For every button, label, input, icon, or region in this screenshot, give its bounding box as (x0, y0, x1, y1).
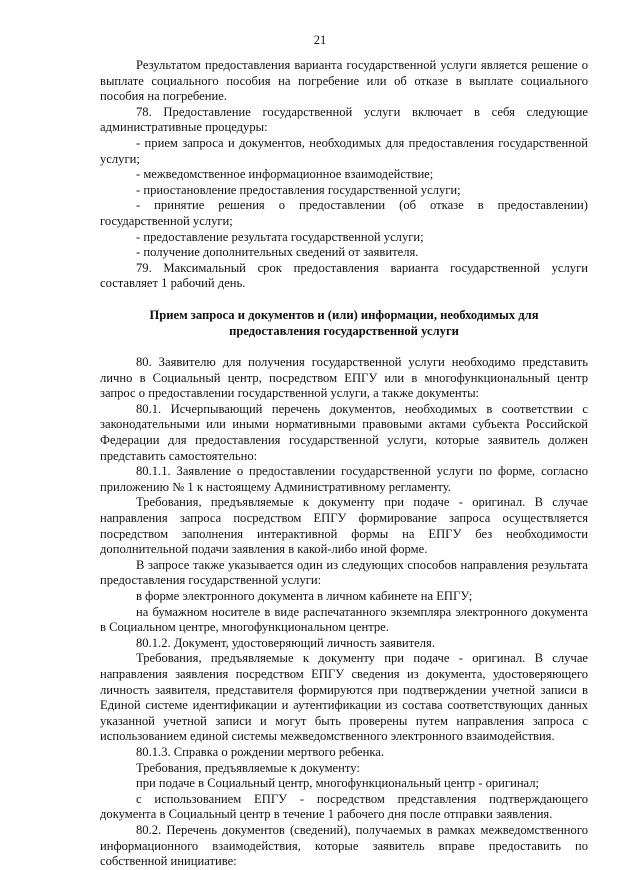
paragraph-doc-requirements: Требования, предъявляемые к документу: (136, 760, 360, 775)
list-item: - получение дополнительных сведений от заявителя. (136, 245, 419, 260)
paragraph-80-2: 80.2. Перечень документов (сведений), получаемых в рамках межведомственного информационного взаимодействия, которые заявитель вправе предоставить по собственной инициативе: (100, 822, 588, 869)
paragraph-result-method: В запросе также указывается один из следующих способов направления результата предоставления государственной услуги: (100, 557, 588, 588)
paragraph-80-1-2: 80.1.2. Документ, удостоверяющий личность заявителя. (136, 635, 435, 650)
paragraph-requirements: Требования, предъявляемые к документу при подаче - оригинал. В случае направления запроса посредством ЕПГУ формирование запроса осуществляется посредством заполнения интерактивной формы на ЕПГУ без необходимости дополнительной подачи заявления в какой-либо иной форме. (100, 495, 588, 557)
paragraph-in-person: при подаче в Социальный центр, многофункциональный центр - оригинал; (136, 776, 540, 791)
paragraph-id-requirements: Требования, предъявляемые к документу при подаче - оригинал. В случае направления заявления посредством ЕПГУ сведения из документа, удостоверяющего личность заявителя, представителя формируются при подтверждении учетной записи в Единой системе идентификации и аутентификации из состава соответствующих данных указанной учетной записи и могут быть проверены путем направления запроса с использованием единой системы межведомственного электронного взаимодействия. (100, 651, 588, 744)
section-heading: Прием запроса и документов и (или) информации, необходимых для предоставления государственной услуги (149, 307, 539, 338)
list-item: - принятие решения о предоставлении (об отказе в предоставлении) государственной услуги; (100, 198, 588, 228)
paragraph-paper: на бумажном носителе в виде распечатанного экземпляра электронного документа в Социальном центре, многофункциональном центре. (100, 604, 588, 635)
paragraph-epgu: с использованием ЕПГУ - посредством представления подтверждающего документа в Социальный центр в течение 1 рабочего дня после отправки заявления. (100, 791, 588, 822)
paragraph-result: Результатом предоставления варианта государственной услуги является решение о выплате социального пособия на погребение или об отказе в выплате социального пособия на погребение. (100, 58, 588, 104)
paragraph-79: 79. Максимальный срок предоставления варианта государственной услуги составляет 1 рабочий день. (100, 260, 588, 291)
list-item: - предоставление результата государственной услуги; (136, 229, 424, 244)
paragraph-80-1-1: 80.1.1. Заявление о предоставлении государственной услуги по форме, согласно приложению № 1 к настоящему Административному регламенту. (100, 464, 588, 494)
paragraph-80: 80. Заявителю для получения государственной услуги необходимо представить лично в Социальный центр, посредством ЕПГУ или в многофункциональный центр запрос о предоставлении государственной услуги, а также документы: (100, 355, 588, 401)
paragraph-78: 78. Предоставление государственной услуги включает в себя следующие административные процедуры: (100, 104, 588, 135)
paragraph-80-1-3: 80.1.3. Справка о рождении мертвого ребенка. (136, 744, 384, 759)
paragraph-80-1: 80.1. Исчерпывающий перечень документов, необходимых в соответствии с законодательными или иными нормативными правовыми актами субъекта Российской Федерации для предоставления государственной услуги, которые заявитель должен представить самостоятельно: (100, 401, 588, 463)
list-item: - прием запроса и документов, необходимых для предоставления государственной услуги; (100, 135, 588, 166)
list-item: - межведомственное информационное взаимодействие; (136, 167, 434, 182)
list-item: - приостановление предоставления государственной услуги; (136, 182, 461, 197)
paragraph-electronic: в форме электронного документа в личном кабинете на ЕПГУ; (136, 589, 473, 603)
page-number: 21 (313, 33, 327, 47)
document-body (100, 58, 588, 870)
